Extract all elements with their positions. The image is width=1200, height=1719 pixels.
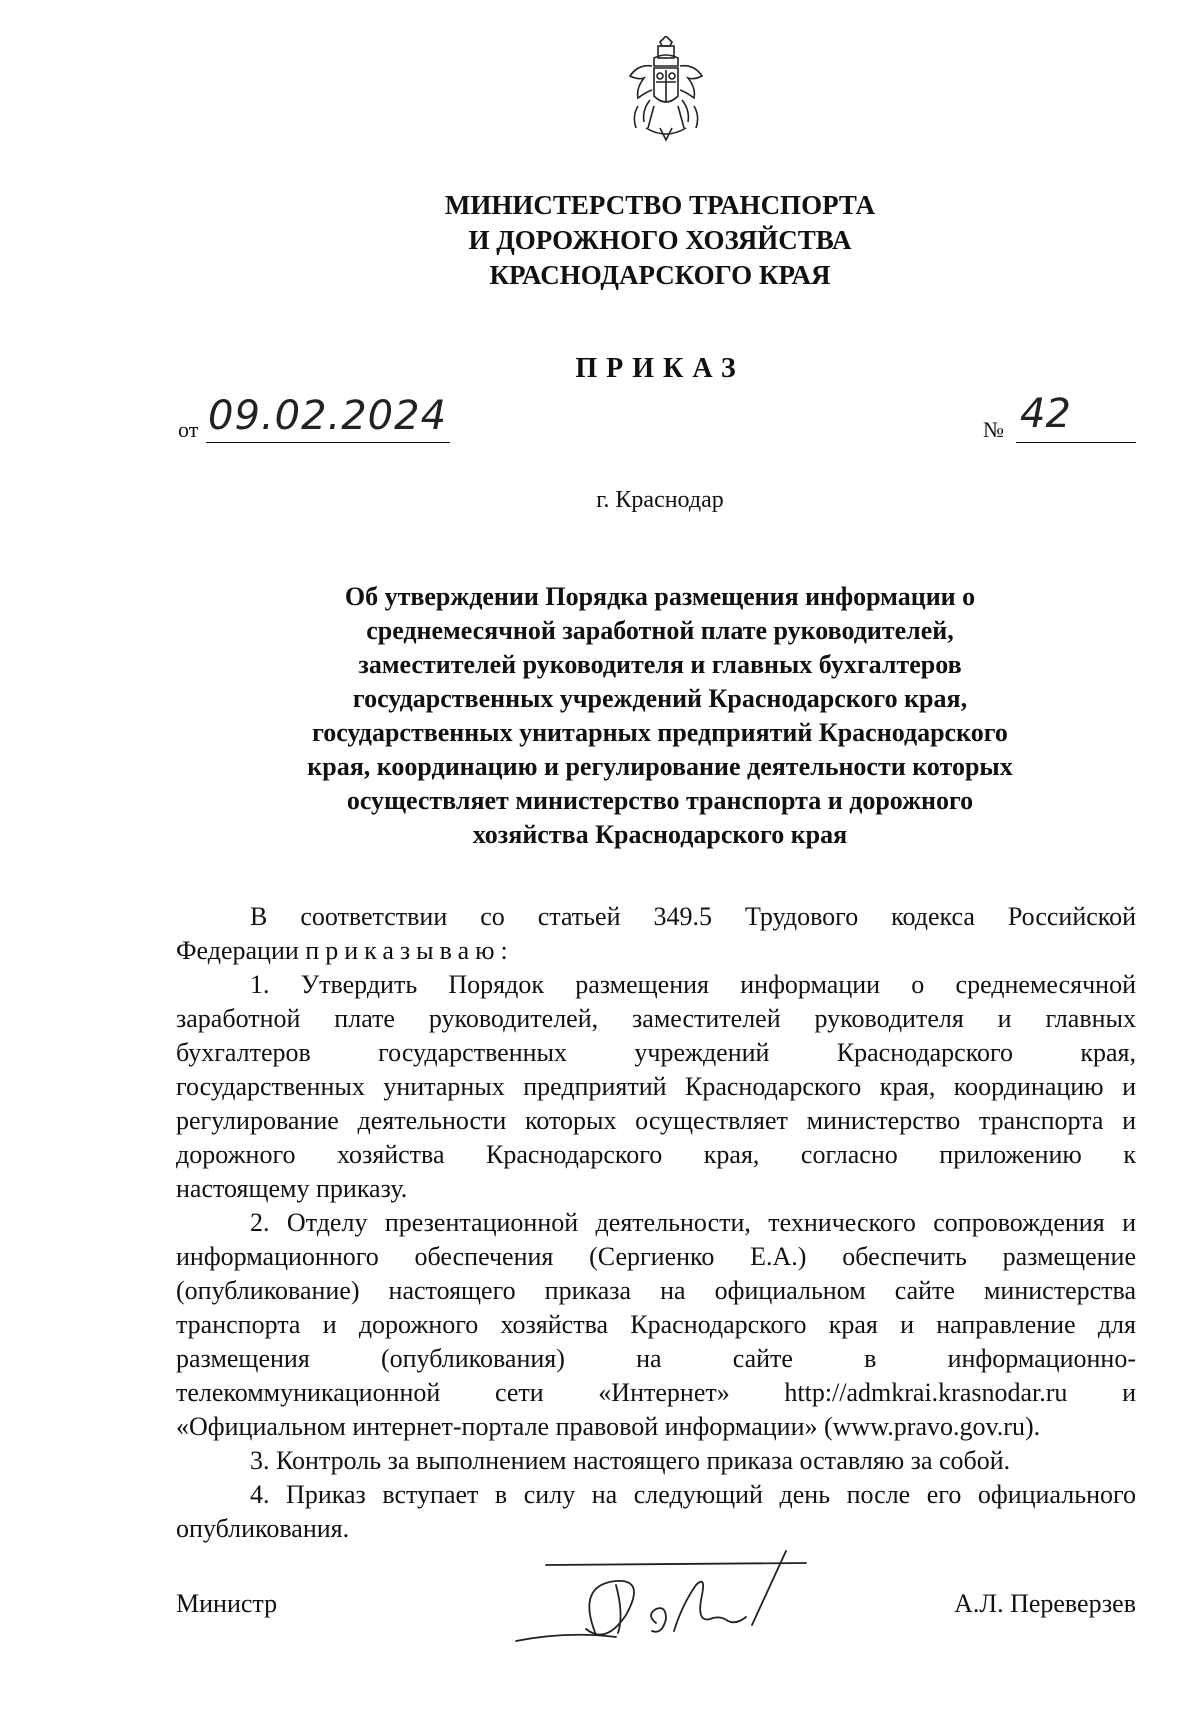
body-line: регулирование деятельности которых осуществляет министерство транспорта и <box>176 1106 1136 1135</box>
signer-name: А.Л. Переверзев <box>954 1589 1136 1618</box>
title-line: заместителей руководителя и главных бухгалтеров <box>358 650 962 679</box>
title-line: государственных учреждений Краснодарского края, <box>352 684 968 713</box>
body-line: размещения (опубликования) на сайте в информационно- <box>176 1344 1136 1373</box>
body-line: государственных унитарных предприятий Краснодарского края, координацию и <box>176 1072 1136 1101</box>
body-line: 1. Утвердить Порядок размещения информации о среднемесячной <box>250 970 1136 999</box>
body-line: 4. Приказ вступает в силу на следующий день после его официального <box>250 1480 1136 1509</box>
body-line: транспорта и дорожного хозяйства Краснодарского края и направление для <box>176 1310 1136 1339</box>
document-body <box>176 900 1136 1546</box>
title-line: хозяйства Краснодарского края <box>472 820 848 849</box>
ministry-name <box>300 188 1020 293</box>
ministry-line: КРАСНОДАРСКОГО КРАЯ <box>489 260 831 290</box>
date-value: 09.02.2024 <box>208 393 448 439</box>
date-prefix: от <box>178 417 199 442</box>
body-line: «Официальном интернет-портале правовой информации» (www.pravo.gov.ru). <box>176 1412 1041 1441</box>
title-line: осуществляет министерство транспорта и дорожного <box>346 786 974 815</box>
body-line: заработной плате руководителей, заместителей руководителя и главных <box>176 1004 1136 1033</box>
number-prefix: № <box>983 417 1004 442</box>
number-underline <box>1016 442 1136 443</box>
handwritten-signature <box>506 1545 826 1655</box>
body-line: телекоммуникационной сети «Интернет» http://admkrai.krasnodar.ru и <box>176 1378 1136 1407</box>
signer-role: Министр <box>176 1589 278 1618</box>
city: г. Краснодар <box>596 487 724 513</box>
body-line <box>176 934 1136 968</box>
intro-spaced-word: приказываю: <box>305 936 514 965</box>
date-number-row <box>178 391 1138 445</box>
body-line: настоящему приказу. <box>176 1174 408 1203</box>
body-line: 2. Отделу презентационной деятельности, технического сопровождения и <box>250 1208 1136 1237</box>
body-line: В соответствии со статьей 349.5 Трудового кодекса Российской <box>250 902 1136 931</box>
body-line: 3. Контроль за выполнением настоящего приказа оставляю за собой. <box>250 1446 1011 1475</box>
number-value: 42 <box>1020 391 1071 437</box>
signature-block <box>176 1545 1136 1655</box>
title-line: Об утверждении Порядка размещения информации о <box>344 582 976 611</box>
title-line: края, координацию и регулирование деятельности которых <box>307 752 1013 781</box>
document-title <box>220 580 1100 852</box>
ministry-line: И ДОРОЖНОГО ХОЗЯЙСТВА <box>468 225 852 255</box>
body-line: опубликования. <box>176 1514 350 1543</box>
intro-prefix: Федерации <box>176 936 299 965</box>
title-line: среднемесячной заработной плате руководителей, <box>366 616 954 645</box>
body-line: информационного обеспечения (Сергиенко Е.А.) обеспечить размещение <box>176 1242 1136 1271</box>
ministry-line: МИНИСТЕРСТВО ТРАНСПОРТА <box>444 190 876 220</box>
body-line: дорожного хозяйства Краснодарского края, согласно приложению к <box>176 1140 1136 1169</box>
document-type: ПРИКАЗ <box>575 353 745 384</box>
date-underline <box>206 442 450 443</box>
body-line: бухгалтеров государственных учреждений Краснодарского края, <box>176 1038 1136 1067</box>
coat-of-arms-icon <box>624 36 708 146</box>
title-line: государственных унитарных предприятий Краснодарского <box>312 718 1008 747</box>
body-line: (опубликование) настоящего приказа на официальном сайте министерства <box>176 1276 1136 1305</box>
